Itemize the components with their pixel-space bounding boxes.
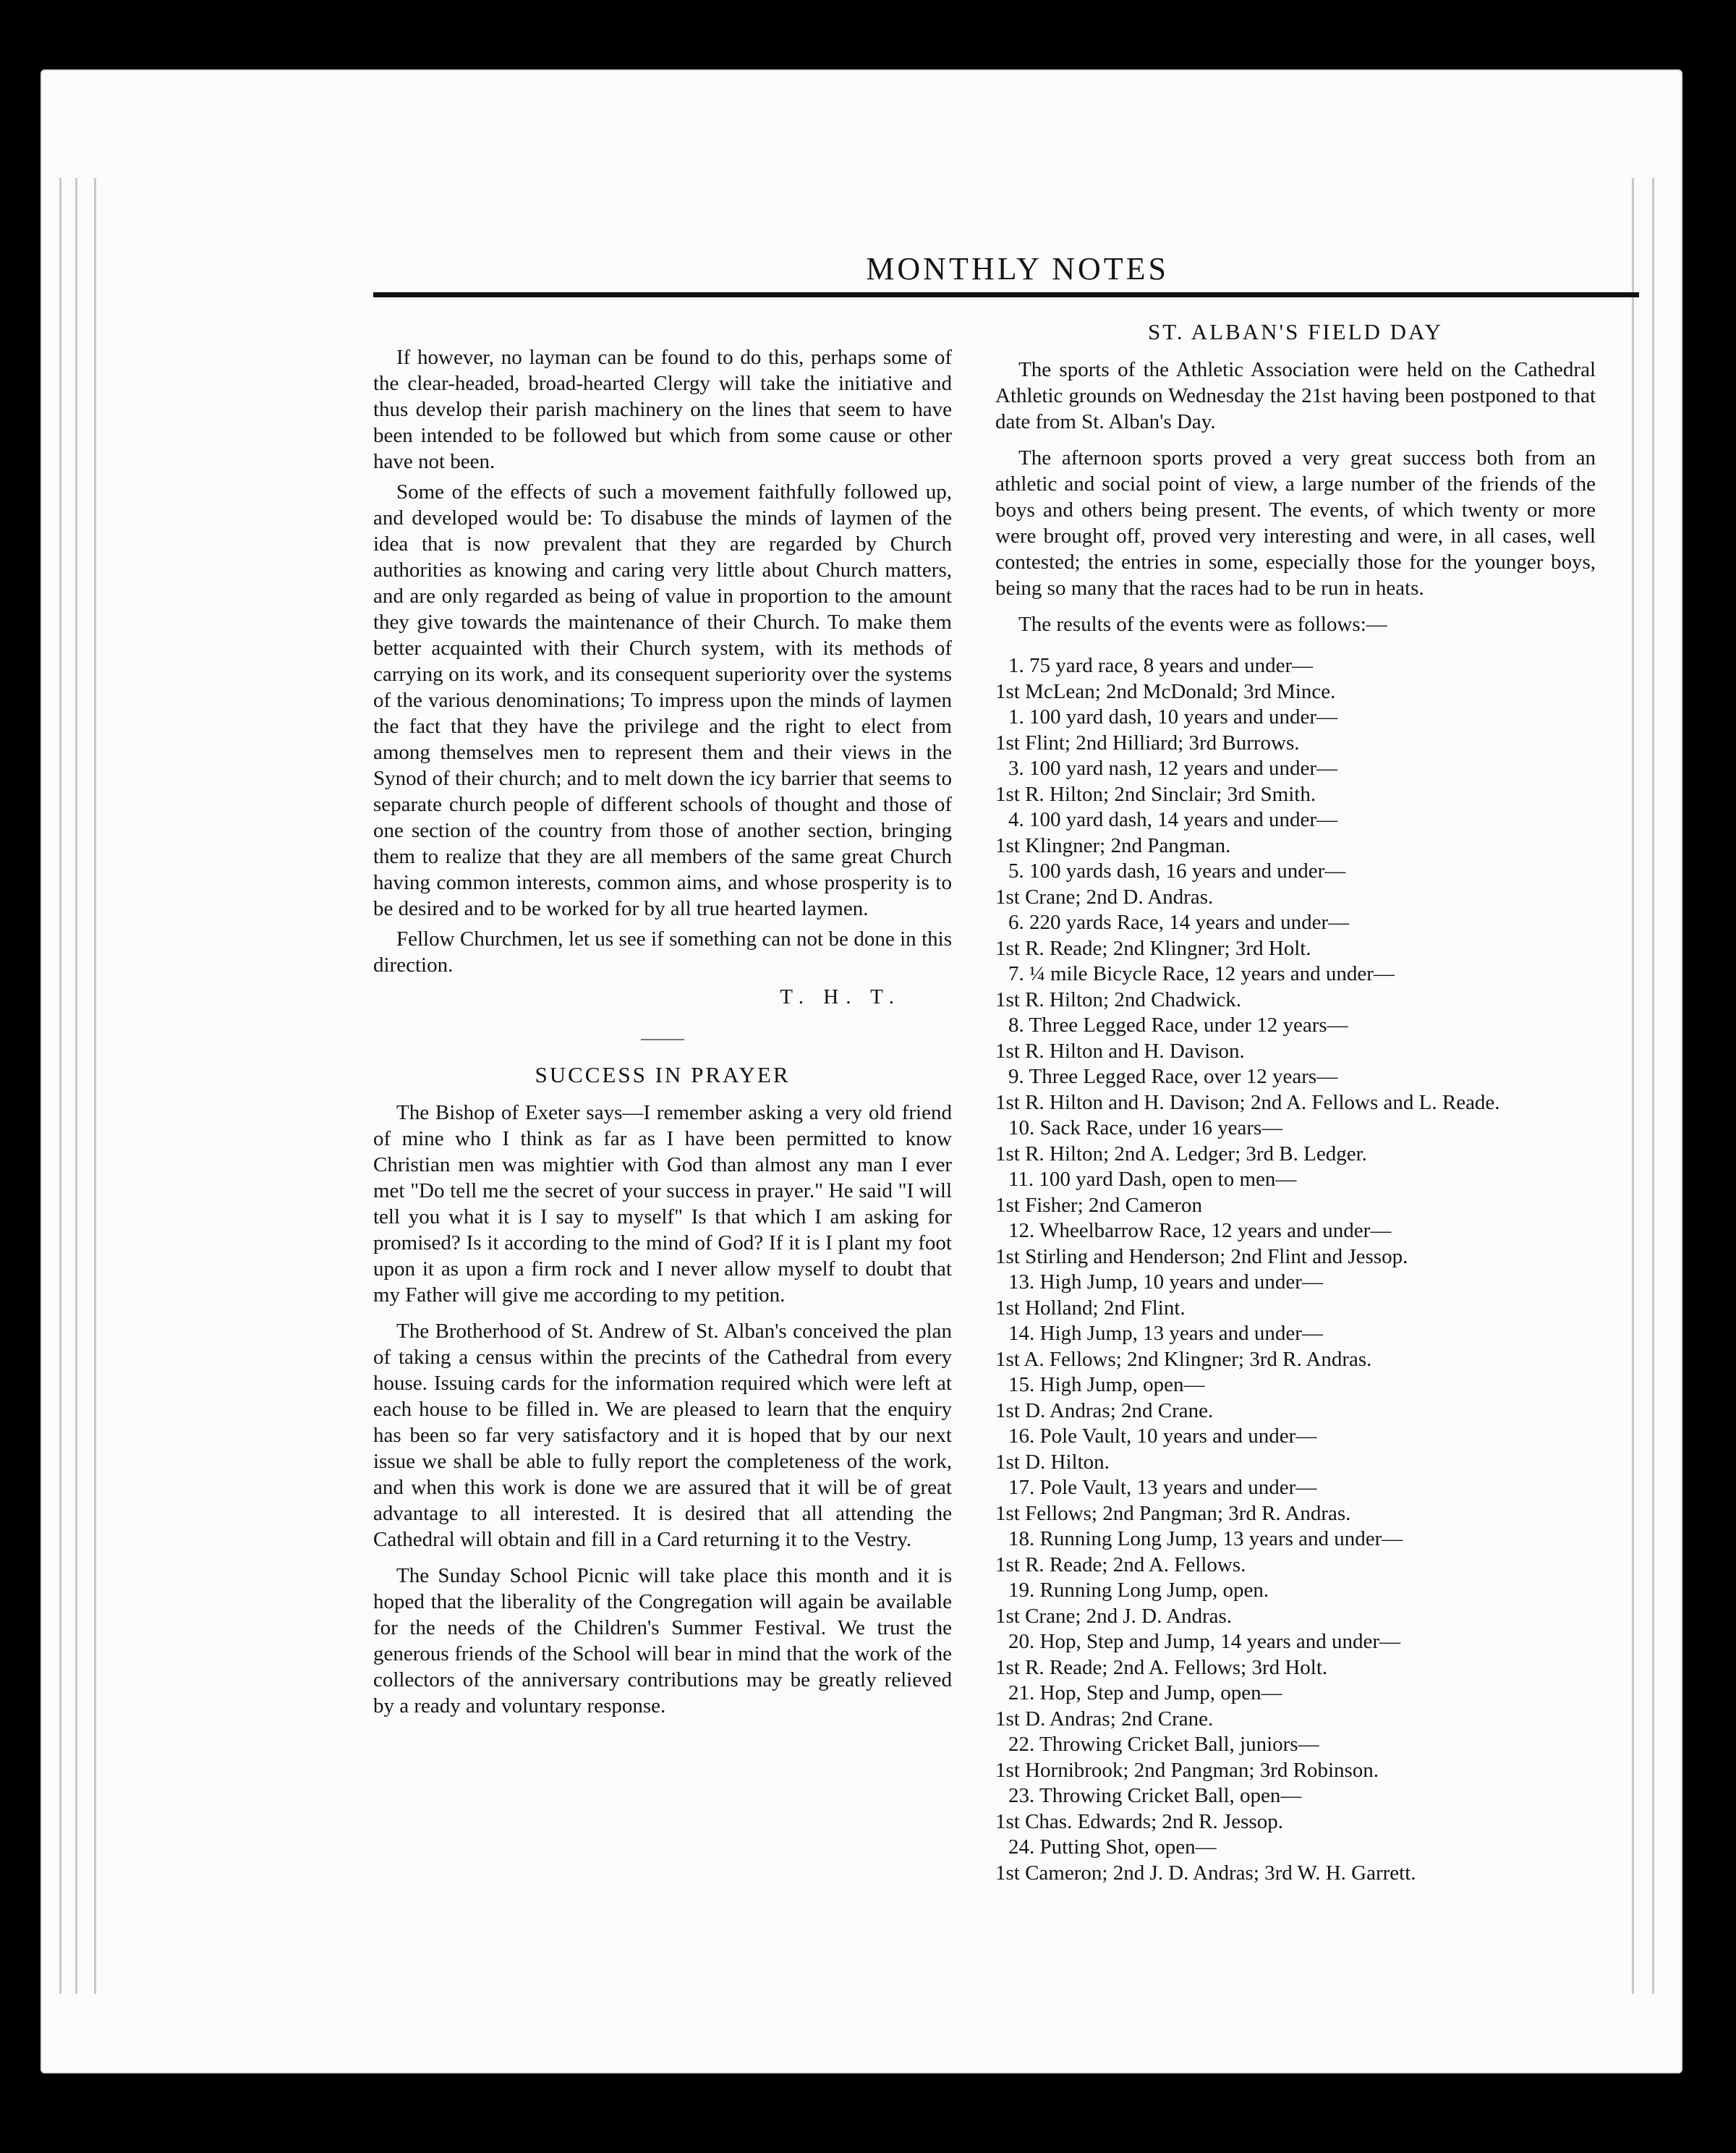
page-edge-line [1652, 178, 1654, 1994]
event-title: 24. Putting Shot, open— [1008, 1835, 1217, 1859]
event-title: 22. Throwing Cricket Ball, juniors— [1008, 1733, 1319, 1756]
event-placings: 1st R. Hilton; 2nd Chadwick. [995, 988, 1241, 1011]
event-title: 1. 75 yard race, 8 years and under— [1008, 654, 1314, 677]
event-placings: 1st R. Hilton; 2nd A. Ledger; 3rd B. Ledger. [995, 1142, 1367, 1165]
event-title: 4. 100 yard dash, 14 years and under— [1008, 808, 1338, 831]
scanned-page [41, 69, 1682, 2073]
event-placings: 1st Flint; 2nd Hilliard; 3rd Burrows. [995, 731, 1300, 755]
left-column [373, 344, 952, 1723]
event-title: 14. High Jump, 13 years and under— [1008, 1322, 1323, 1345]
event-title: 18. Running Long Jump, 13 years and under— [1008, 1527, 1403, 1550]
event-placings: 1st Holland; 2nd Flint. [995, 1296, 1186, 1320]
event-placings: 1st Stirling and Henderson; 2nd Flint and Jessop. [995, 1244, 1408, 1268]
event-title: 13. High Jump, 10 years and under— [1008, 1270, 1323, 1294]
page-header [373, 250, 1639, 330]
running-title: MONTHLY NOTES [866, 251, 1169, 286]
event-placings: 1st D. Andras; 2nd Crane. [995, 1707, 1214, 1731]
event-placings: 1st Crane; 2nd D. Andras. [995, 885, 1214, 909]
event-placings: 1st Crane; 2nd J. D. Andras. [995, 1604, 1233, 1628]
event-placings: 1st R. Hilton; 2nd Sinclair; 3rd Smith. [995, 782, 1316, 806]
event-title: 20. Hop, Step and Jump, 14 years and under— [1008, 1630, 1401, 1653]
page-edge-line [59, 178, 61, 1994]
event-title: 21. Hop, Step and Jump, open— [1008, 1681, 1282, 1704]
event-title: 10. Sack Race, under 16 years— [1008, 1116, 1283, 1139]
event-placings: 1st D. Andras; 2nd Crane. [995, 1398, 1214, 1422]
paragraph: The afternoon sports proved a very great success both from an athletic and social point of view, a large number of the friends of the boys and others being present. The events, of which twenty or more were brought off, proved very interesting and were, in all cases, well contested; the entries in some, especially those for the younger boys, being so many that the races had to be run in heats. [995, 446, 1596, 600]
page-content [337, 178, 1639, 2044]
event-title: 8. Three Legged Race, under 12 years— [1008, 1014, 1348, 1037]
event-title: 17. Pole Vault, 13 years and under— [1008, 1476, 1317, 1499]
section-heading: ST. ALBAN'S FIELD DAY [1148, 319, 1443, 344]
paragraph: Some of the effects of such a movement faithfully followed up, and developed would be: To disabuse the minds of laymen of the idea that is now prevalent that they are regarded by Church authorities as knowing and caring very little about Church matters, and are only regarded as being of value in proportion to the amount they give towards the maintenance of their Church. To make them better acquainted with their Church system, with its methods of carrying on its work, and its consequent superiority over the systems of the various denominations; To impress upon the minds of laymen the fact that they have the privilege and the right to elect from among themselves men to represent them and their views in the Synod of their church; and to melt down the icy barrier that seems to separate church people of different schools of thought and those of one section of the country from those of another section, bringing them to realize that they are all members of the same great Church having common interests, common aims, and whose prosperity is to be desired and to be worked for by all true hearted laymen. [373, 480, 952, 920]
event-placings: 1st Fellows; 2nd Pangman; 3rd R. Andras. [995, 1501, 1351, 1525]
page-edge-line [75, 178, 77, 1994]
paragraph: The sports of the Athletic Association were held on the Cathedral Athletic grounds on Wednesday the 21st having been postponed to that date from St. Alban's Day. [995, 358, 1596, 433]
event-placings: 1st A. Fellows; 2nd Klingner; 3rd R. Andras. [995, 1347, 1372, 1371]
event-title: 11. 100 yard Dash, open to men— [1008, 1168, 1297, 1191]
signature: T. H. T. [780, 985, 901, 1008]
event-placings: 1st Fisher; 2nd Cameron [995, 1193, 1202, 1217]
event-placings: 1st Hornibrook; 2nd Pangman; 3rd Robinson. [995, 1758, 1379, 1782]
header-rule [373, 292, 1639, 297]
event-placings: 1st Cameron; 2nd J. D. Andras; 3rd W. H. Garrett. [995, 1861, 1416, 1885]
event-title: 12. Wheelbarrow Race, 12 years and under— [1008, 1219, 1392, 1242]
event-placings: 1st McLean; 2nd McDonald; 3rd Mince. [995, 679, 1336, 703]
results-list [995, 653, 1596, 1886]
event-placings: 1st R. Reade; 2nd A. Fellows. [995, 1553, 1246, 1576]
event-title: 23. Throwing Cricket Ball, open— [1008, 1784, 1302, 1807]
event-placings: 1st R. Hilton and H. Davison. [995, 1039, 1245, 1063]
event-placings: 1st R. Reade; 2nd Klingner; 3rd Holt. [995, 936, 1311, 960]
event-placings: 1st R. Reade; 2nd A. Fellows; 3rd Holt. [995, 1655, 1328, 1679]
event-title: 1. 100 yard dash, 10 years and under— [1008, 705, 1338, 729]
paragraph: If however, no layman can be found to do this, perhaps some of the clear-headed, broad-hearted Clergy will take the initiative and thus develop their parish machinery on the lines that seem to have been intended to be followed but which from some cause or other have not been. [373, 346, 952, 473]
event-title: 15. High Jump, open— [1008, 1373, 1205, 1396]
section-divider [641, 1039, 684, 1040]
paragraph: The results of the events were as follows:— [1018, 613, 1387, 636]
paragraph: The Bishop of Exeter says—I remember asking a very old friend of mine who I think as far as I have been permitted to know Christian men was mightier with God than almost any man I ever met "Do tell me the secret of your success in prayer." He said "I will tell you what it is I say to myself" Is that which I am asking for promised? Is it according to the mind of God? If it is I plant my foot upon it as upon a firm rock and I never allow myself to doubt that my Father will give me according to my petition. [373, 1101, 952, 1307]
event-title: 3. 100 yard nash, 12 years and under— [1008, 757, 1338, 780]
event-placings: 1st Chas. Edwards; 2nd R. Jessop. [995, 1809, 1283, 1833]
event-title: 19. Running Long Jump, open. [1008, 1579, 1269, 1602]
page-edge-line [94, 178, 96, 1994]
section-heading: SUCCESS IN PRAYER [535, 1062, 791, 1087]
event-title: 16. Pole Vault, 10 years and under— [1008, 1424, 1317, 1448]
event-title: 9. Three Legged Race, over 12 years— [1008, 1065, 1338, 1088]
event-title: 6. 220 yards Race, 14 years and under— [1008, 911, 1350, 934]
paragraph: Fellow Churchmen, let us see if something can not be done in this direction. [373, 927, 952, 977]
event-placings: 1st Klingner; 2nd Pangman. [995, 833, 1231, 857]
right-column [995, 319, 1596, 1886]
paragraph: The Brotherhood of St. Andrew of St. Alban's conceived the plan of taking a census within the precints of the Cathedral from every house. Issuing cards for the information required which were left at each house to be filled in. We are pleased to learn that the enquiry has been so far very satisfactory and it is hoped that by our next issue we shall be able to fully report the completeness of the work, and when this work is done we are assured that it will be of great advantage to all interested. It is desired that all attending the Cathedral will obtain and fill in a Card returning it to the Vestry. [373, 1320, 952, 1551]
event-title: 7. ¼ mile Bicycle Race, 12 years and under— [1008, 962, 1395, 985]
event-placings: 1st D. Hilton. [995, 1450, 1110, 1474]
paragraph: The Sunday School Picnic will take place this month and it is hoped that the liberality of the Congregation will again be available for the needs of the Children's Summer Festival. We trust the generous friends of the School will bear in mind that the work of the collectors of the anniversary contributions may be greatly relieved by a ready and voluntary response. [373, 1564, 952, 1717]
event-title: 5. 100 yards dash, 16 years and under— [1008, 859, 1346, 883]
event-placings: 1st R. Hilton and H. Davison; 2nd A. Fellows and L. Reade. [995, 1090, 1500, 1114]
